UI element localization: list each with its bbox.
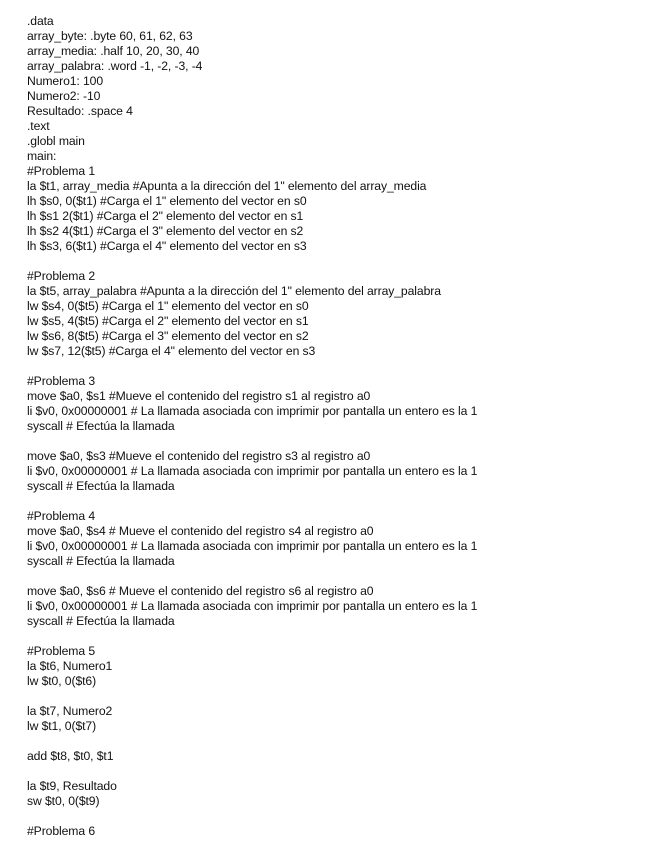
code-line: li $v0, 0x00000001 # La llamada asociada con imprimir por pantalla un entero es la 1 <box>27 404 478 418</box>
blank-line <box>27 689 637 704</box>
blank-line <box>27 734 637 749</box>
code-line: lw $t1, 0($t7) <box>27 719 97 733</box>
code-line: li $v0, 0x00000001 # La llamada asociada con imprimir por pantalla un entero es la 1 <box>27 599 478 613</box>
blank-line <box>27 359 637 374</box>
code-line: Numero2: -10 <box>27 89 101 103</box>
code-document <box>27 14 637 839</box>
code-line: array_palabra: .word -1, -2, -3, -4 <box>27 59 203 73</box>
section-heading: #Problema 5 <box>27 644 96 658</box>
code-line: move $a0, $s4 # Mueve el contenido del registro s4 al registro a0 <box>27 524 374 538</box>
code-line: lh $s3, 6($t1) #Carga el 4" elemento del vector en s3 <box>27 239 307 253</box>
code-line: li $v0, 0x00000001 # La llamada asociada con imprimir por pantalla un entero es la 1 <box>27 464 478 478</box>
code-line: lw $s5, 4($t5) #Carga el 2" elemento del vector en s1 <box>27 314 309 328</box>
section-heading: #Problema 6 <box>27 824 96 838</box>
code-line: lh $s1 2($t1) #Carga el 2" elemento del vector en s1 <box>27 209 304 223</box>
code-line: syscall # Efectúa la llamada <box>27 614 175 628</box>
code-line: sw $t0, 0($t9) <box>27 794 100 808</box>
code-line: lh $s2 4($t1) #Carga el 3" elemento del vector en s2 <box>27 224 304 238</box>
section-heading: #Problema 2 <box>27 269 96 283</box>
code-line: li $v0, 0x00000001 # La llamada asociada con imprimir por pantalla un entero es la 1 <box>27 539 478 553</box>
blank-line <box>27 434 637 449</box>
code-line: syscall # Efectúa la llamada <box>27 479 175 493</box>
code-line: array_byte: .byte 60, 61, 62, 63 <box>27 29 193 43</box>
code-line: la $t9, Resultado <box>27 779 117 793</box>
code-line: move $a0, $s3 #Mueve el contenido del registro s3 al registro a0 <box>27 449 371 463</box>
code-line: move $a0, $s6 # Mueve el contenido del registro s6 al registro a0 <box>27 584 374 598</box>
code-line: syscall # Efectúa la llamada <box>27 554 175 568</box>
section-heading: #Problema 1 <box>27 164 96 178</box>
blank-line <box>27 764 637 779</box>
code-line: la $t5, array_palabra #Apunta a la dirección del 1" elemento del array_palabra <box>27 284 441 298</box>
code-line: lw $s4, 0($t5) #Carga el 1" elemento del vector en s0 <box>27 299 309 313</box>
code-line: .data <box>27 14 54 28</box>
blank-line <box>27 569 637 584</box>
code-line: la $t6, Numero1 <box>27 659 113 673</box>
code-line: lw $s6, 8($t5) #Carga el 3" elemento del vector en s2 <box>27 329 309 343</box>
code-line: .text <box>27 119 50 133</box>
code-line: syscall # Efectúa la llamada <box>27 419 175 433</box>
code-line: move $a0, $s1 #Mueve el contenido del registro s1 al registro a0 <box>27 389 371 403</box>
code-line: add $t8, $t0, $t1 <box>27 749 114 763</box>
blank-line <box>27 629 637 644</box>
blank-line <box>27 494 637 509</box>
code-line: lh $s0, 0($t1) #Carga el 1" elemento del vector en s0 <box>27 194 307 208</box>
code-line: lw $s7, 12($t5) #Carga el 4" elemento del vector en s3 <box>27 344 316 358</box>
code-line: .globl main <box>27 134 85 148</box>
code-line: Resultado: .space 4 <box>27 104 133 118</box>
code-line: Numero1: 100 <box>27 74 104 88</box>
blank-line <box>27 809 637 824</box>
section-heading: #Problema 4 <box>27 509 96 523</box>
code-line: la $t7, Numero2 <box>27 704 113 718</box>
section-heading: #Problema 3 <box>27 374 96 388</box>
code-line: lw $t0, 0($t6) <box>27 674 97 688</box>
code-line: array_media: .half 10, 20, 30, 40 <box>27 44 200 58</box>
blank-line <box>27 254 637 269</box>
code-line: main: <box>27 149 57 163</box>
code-line: la $t1, array_media #Apunta a la dirección del 1" elemento del array_media <box>27 179 427 193</box>
